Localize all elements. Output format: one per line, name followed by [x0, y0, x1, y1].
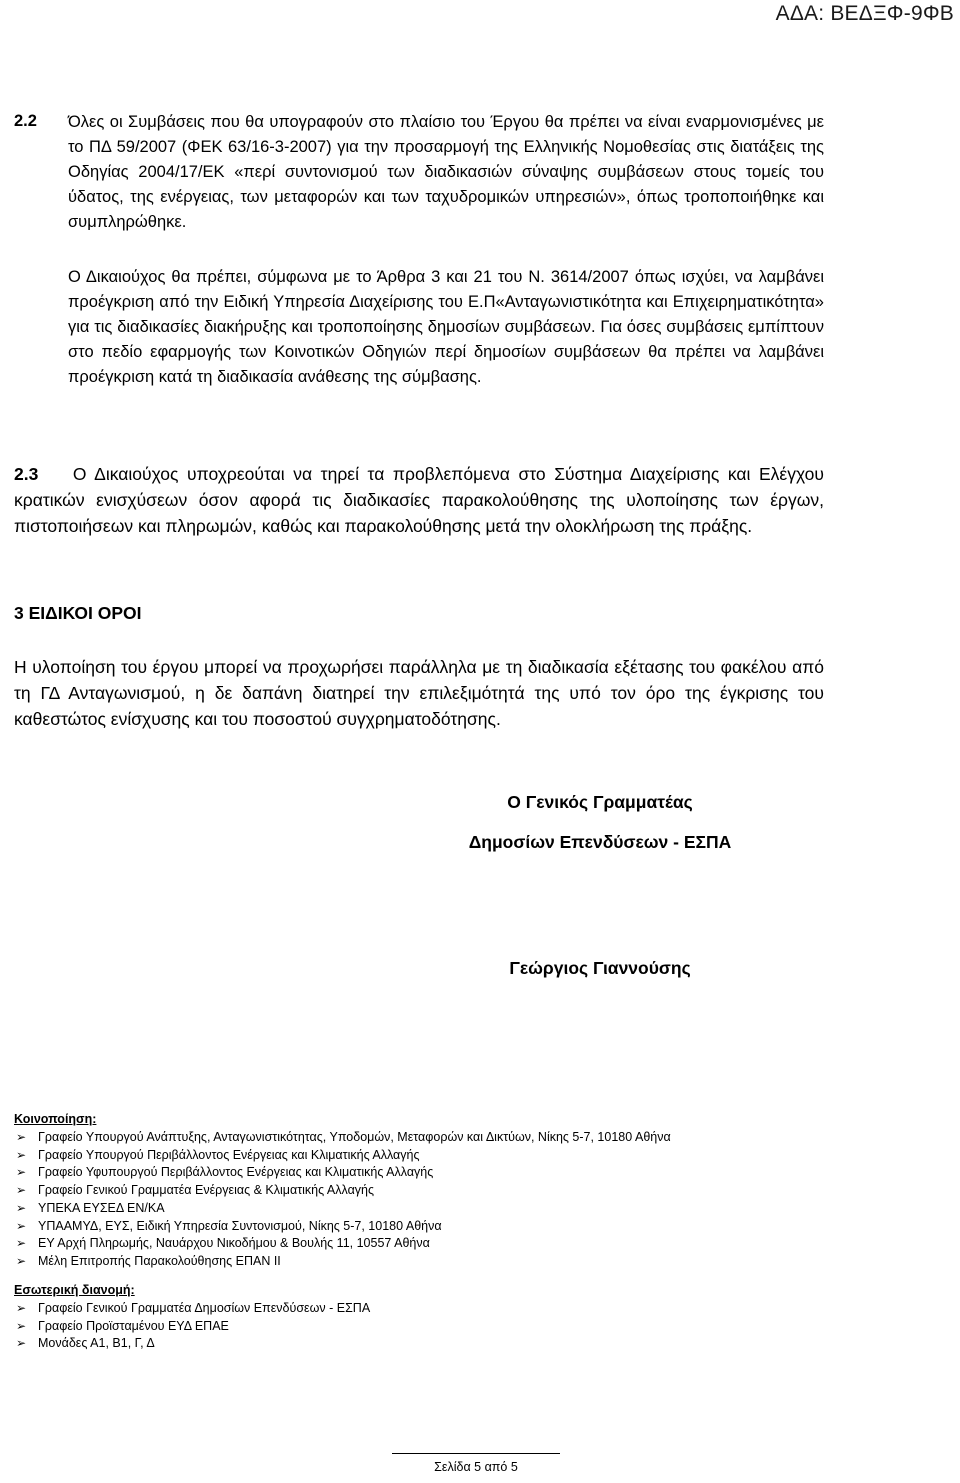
arrow-bullet-icon: ➢: [16, 1147, 27, 1162]
list-item: ➢ Γραφείο Υπουργού Περιβάλλοντος Ενέργειας και Κλιματικής Αλλαγής: [14, 1147, 671, 1165]
ada-code: ΑΔΑ: ΒΕΔΞΦ-9ΦΒ: [775, 2, 954, 25]
signatory-name: Γεώργιος Γιαννούσης: [509, 958, 691, 978]
arrow-bullet-icon: ➢: [16, 1218, 27, 1233]
section-2-3: [14, 461, 824, 539]
arrow-bullet-icon: ➢: [16, 1336, 27, 1351]
arrow-bullet-icon: ➢: [16, 1253, 27, 1268]
list-item: ➢ Γραφείο Γενικού Γραμματέα Δημοσίων Επενδύσεων - ΕΣΠΑ: [14, 1300, 370, 1318]
section-2-2-body: [68, 110, 824, 390]
notification-title: Κοινοποίηση:: [14, 1112, 97, 1126]
section-2-3-text: Ο Δικαιούχος υποχρεούται να τηρεί τα προβλεπόμενα στο Σύστημα Διαχείρισης και Ελέγχου κρατικών ενισχύσεων όσον αφορά τις διαδικασίες παρακολούθησης της υλοποίησης των έργων, πιστοποιήσεων και πληρωμών, καθώς και παρακολούθησης μετά την ολοκλήρωση της πράξης.: [14, 464, 824, 536]
arrow-bullet-icon: ➢: [16, 1130, 27, 1144]
signatory-title-line-1: Ο Γενικός Γραμματέας: [507, 792, 693, 812]
signatory-title-line-2: Δημοσίων Επενδύσεων - ΕΣΠΑ: [468, 832, 732, 852]
list-item: ➢ Γραφείο Προϊσταμένου ΕΥΔ ΕΠΑΕ: [14, 1318, 370, 1336]
footer-divider: [392, 1453, 560, 1454]
arrow-bullet-icon: ➢: [16, 1165, 27, 1180]
arrow-bullet-icon: ➢: [16, 1183, 27, 1198]
section-2-2-paragraph-1: Όλες οι Συμβάσεις που θα υπογραφούν στο πλαίσιο του Έργου θα πρέπει να είναι εναρμονισμένες με το ΠΔ 59/2007 (ΦΕΚ 63/16-3-2007) για την προσαρμογή της Ελληνικής Νομοθεσίας στις διατάξεις της Οδηγίας 2004/17/ΕΚ «περί συντονισμού των διαδικασιών σύναψης συμβάσεων στους τομείς του ύδατος, της ενέργειας, των μεταφορών και των ταχυδρομικών υπηρεσιών», όπως τροποποιήθηκε και συμπληρώθηκε.: [68, 113, 824, 231]
list-item: ➢ Γραφείο Υπουργού Ανάπτυξης, Ανταγωνιστικότητας, Υποδομών, Μεταφορών και Δικτύων, Νίκης 5-7, 10180 Αθήνα: [14, 1129, 671, 1147]
list-item: ➢ Γραφείο Υφυπουργού Περιβάλλοντος Ενέργειας και Κλιματικής Αλλαγής: [14, 1164, 671, 1182]
section-number-2-3: 2.3: [14, 464, 39, 484]
arrow-bullet-icon: ➢: [16, 1236, 27, 1251]
notification-list: [14, 1129, 671, 1271]
section-number-2-2: 2.2: [14, 112, 37, 130]
list-item: ➢ Γραφείο Γενικού Γραμματέα Ενέργειας & Κλιματικής Αλλαγής: [14, 1182, 671, 1200]
list-item: ➢ Μονάδες Α1, Β1, Γ, Δ: [14, 1335, 370, 1353]
list-item: ➢ Μέλη Επιτροπής Παρακολούθησης ΕΠΑΝ ΙΙ: [14, 1253, 671, 1271]
internal-distribution-title: Εσωτερική διανομή:: [14, 1283, 135, 1297]
section-3-heading: 3 ΕΙΔΙΚΟΙ ΟΡΟΙ: [14, 603, 142, 623]
section-2-2-paragraph-2: Ο Δικαιούχος θα πρέπει, σύμφωνα με το Άρθρα 3 και 21 του Ν. 3614/2007 όπως ισχύει, να λαμβάνει προέγκριση από την Ειδική Υπηρεσία Διαχείρισης του Ε.Π«Ανταγωνιστικότητα και Επιχειρηματικότητα» για τις διαδικασίες διακήρυξης και τροποποίησης δημοσίων συμβάσεων. Για όσες συμβάσεις εμπίπτουν στο πεδίο εφαρμογής των Κοινοτικών Οδηγιών περί δημοσίων συμβάσεων θα πρέπει να λαμβάνει προέγκριση κατά τη διαδικασία ανάθεσης της σύμβασης.: [68, 268, 824, 386]
arrow-bullet-icon: ➢: [16, 1200, 27, 1215]
page-number: Σελίδα 5 από 5: [434, 1460, 518, 1474]
arrow-bullet-icon: ➢: [16, 1318, 27, 1333]
list-item: ➢ ΥΠΕΚΑ ΕΥΣΕΔ ΕΝ/ΚΑ: [14, 1200, 671, 1218]
internal-distribution-list: [14, 1300, 370, 1353]
section-3-text: Η υλοποίηση του έργου μπορεί να προχωρήσει παράλληλα με τη διαδικασία εξέτασης του φακέλου από τη ΓΔ Ανταγωνισμού, η δε δαπάνη διατηρεί την επιλεξιμότητά της υπό τον όρο της έγκρισης του καθεστώτος ενίσχυσης και του ποσοστού συγχρηματοδότησης.: [14, 657, 824, 729]
list-item: ➢ ΕΥ Αρχή Πληρωμής, Ναυάρχου Νικοδήμου & Βουλής 11, 10557 Αθήνα: [14, 1235, 671, 1253]
list-item: ➢ ΥΠΑΑΜΥΔ, ΕΥΣ, Ειδική Υπηρεσία Συντονισμού, Νίκης 5-7, 10180 Αθήνα: [14, 1218, 671, 1236]
arrow-bullet-icon: ➢: [16, 1301, 27, 1315]
